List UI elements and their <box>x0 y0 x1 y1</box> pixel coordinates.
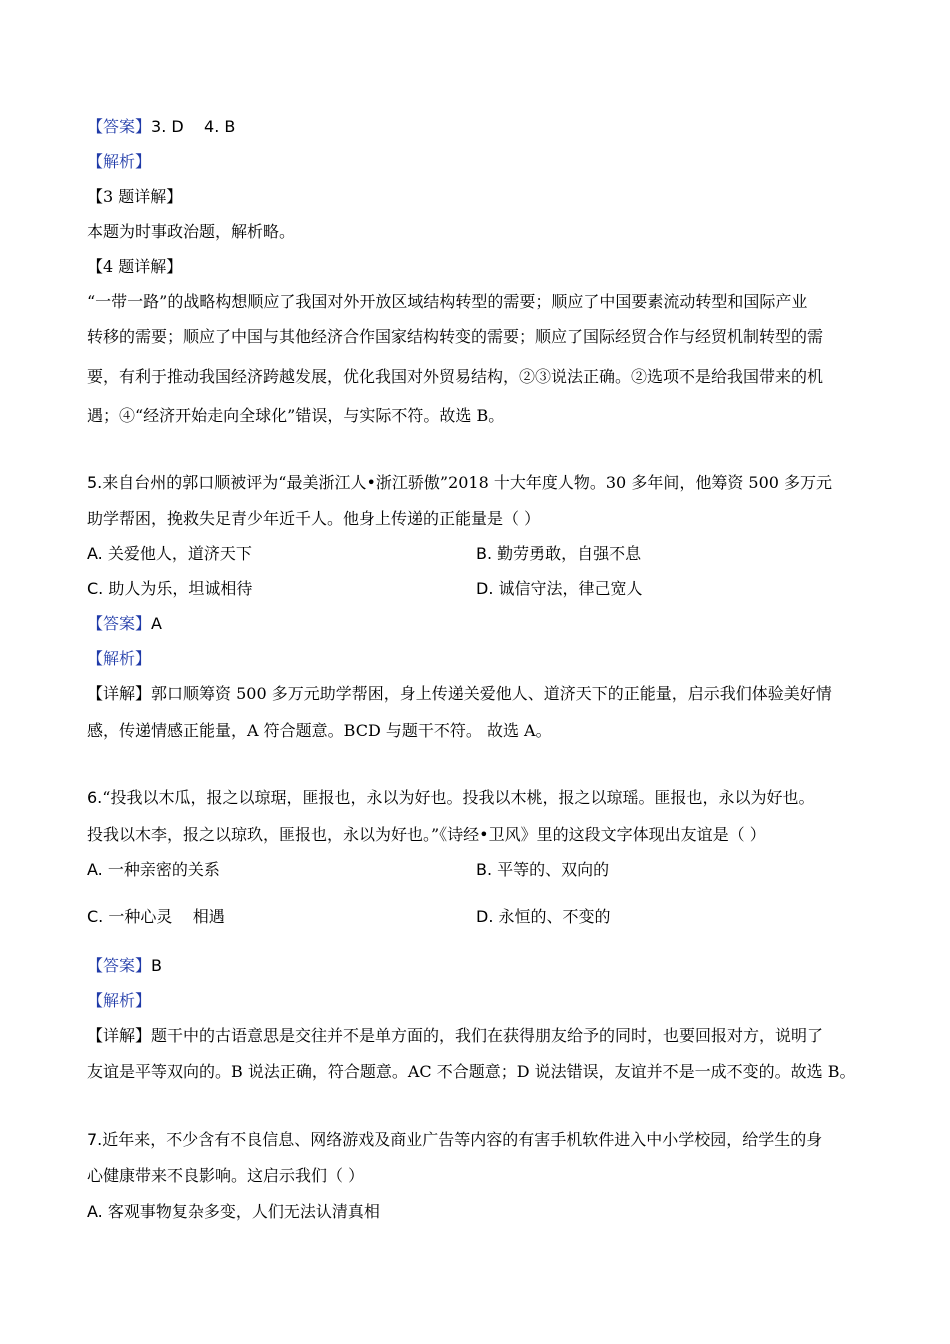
q4-detail-line: 遇；④“经济开始走向全球化”错误，与实际不符。故选 B。 <box>87 406 505 425</box>
option-text: 一种亲密的关系 <box>107 860 220 879</box>
answer-tag: 【答案】 <box>87 614 152 633</box>
q5-option-a <box>87 544 252 564</box>
option-letter: A. <box>87 860 103 879</box>
option-text: 勤劳勇敢，自强不息 <box>497 544 642 563</box>
q6-stem-text: “投我以木瓜，报之以琼琚，匪报也，永以为好也。投我以木桃，报之以琼瑶。匪报也，永以为好也。 <box>102 788 815 807</box>
q5-stem-line: 助学帮困，挽救失足青少年近千人。他身上传递的正能量是（ ） <box>87 509 541 528</box>
answer-value: A <box>151 614 162 633</box>
q4-detail-line: 要，有利于推动我国经济跨越发展，优化我国对外贸易结构，②③说法正确。②选项不是给我国带来的机 <box>87 367 824 386</box>
q5-stem-line <box>87 473 832 493</box>
option-text: 一种心灵 相遇 <box>108 907 225 926</box>
q4-detail-line: “一带一路”的战略构想顺应了我国对外开放区域结构转型的需要；顺应了中国要素流动转型和国际产业 <box>87 292 808 311</box>
option-letter: A. <box>87 1202 103 1221</box>
answer-tag: 【答案】 <box>87 956 152 975</box>
q6-stem-line <box>87 788 814 808</box>
detail-tag: 【详解】 <box>87 684 152 703</box>
option-letter: C. <box>87 579 104 598</box>
detail-text: 题干中的古语意思是交往并不是单方面的，我们在获得朋友给予的同时，也要回报对方，说明了 <box>151 1026 824 1045</box>
answer-value: B <box>151 956 162 975</box>
q5-option-d <box>476 579 643 599</box>
q5-detail-line <box>87 684 832 704</box>
option-letter: C. <box>87 907 104 926</box>
option-letter: A. <box>87 544 103 563</box>
q5-detail-line: 感，传递情感正能量，A 符合题意。BCD 与题干不符。 故选 A。 <box>87 721 552 740</box>
option-text: 诚信守法，律己宽人 <box>498 579 643 598</box>
q5-option-c <box>87 579 252 599</box>
option-letter: B. <box>476 544 493 563</box>
question-number: 5. <box>87 473 103 492</box>
question-number: 6. <box>87 788 103 807</box>
question-number: 7. <box>87 1130 103 1149</box>
q6-detail-line <box>87 1026 823 1046</box>
q3-detail-text: 本题为时事政治题，解析略。 <box>87 222 296 241</box>
answer-line-q3-q4 <box>87 117 235 137</box>
q6-detail-line: 友谊是平等双向的。B 说法正确，符合题意。AC 不合题意；D 说法错误，友谊并不是一成不变的。故选 B。 <box>87 1062 856 1081</box>
detail-tag: 【详解】 <box>87 1026 152 1045</box>
q6-analysis-tag: 【解析】 <box>87 991 152 1010</box>
q3-detail-tag: 【3 题详解】 <box>87 187 183 206</box>
option-text: 关爱他人，道济天下 <box>107 544 252 563</box>
q7-option-a <box>87 1202 380 1222</box>
answer-value: 3. D 4. B <box>151 117 236 136</box>
analysis-tag: 【解析】 <box>87 152 152 171</box>
q7-stem-text: 近年来，不少含有不良信息、网络游戏及商业广告等内容的有害手机软件进入中小学校园，给学生的身 <box>102 1130 823 1149</box>
q6-option-b <box>476 860 609 880</box>
q6-option-c <box>87 907 225 927</box>
q7-stem-line <box>87 1130 822 1150</box>
q4-detail-tag: 【4 题详解】 <box>87 257 183 276</box>
option-text: 平等的、双向的 <box>497 860 610 879</box>
q6-option-a <box>87 860 220 880</box>
option-text: 客观事物复杂多变，人们无法认清真相 <box>107 1202 380 1221</box>
option-letter: B. <box>476 860 493 879</box>
q5-analysis-tag: 【解析】 <box>87 649 152 668</box>
q6-stem-line: 投我以木李，报之以琼玖，匪报也，永以为好也。”《诗经•卫风》里的这段文字体现出友谊是（ ） <box>87 825 766 844</box>
option-text: 助人为乐，坦诚相待 <box>108 579 253 598</box>
option-letter: D. <box>476 907 494 926</box>
option-text: 永恒的、不变的 <box>498 907 611 926</box>
q6-answer-line <box>87 956 162 976</box>
q7-stem-line: 心健康带来不良影响。这启示我们（ ） <box>87 1166 365 1185</box>
q4-detail-line: 转移的需要；顺应了中国与其他经济合作国家结构转变的需要；顺应了国际经贸合作与经贸机制转型的需 <box>87 327 824 346</box>
q5-stem-text: 来自台州的郭口顺被评为“最美浙江人•浙江骄傲”2018 十大年度人物。30 多年间，他筹资 500 多万元 <box>102 473 833 492</box>
option-letter: D. <box>476 579 494 598</box>
detail-text: 郭口顺筹资 500 多万元助学帮困，身上传递关爱他人、道济天下的正能量，启示我们体验美好情 <box>151 684 832 703</box>
q5-answer-line <box>87 614 162 634</box>
q6-option-d <box>476 907 611 927</box>
answer-tag: 【答案】 <box>87 117 152 136</box>
q5-option-b <box>476 544 641 564</box>
